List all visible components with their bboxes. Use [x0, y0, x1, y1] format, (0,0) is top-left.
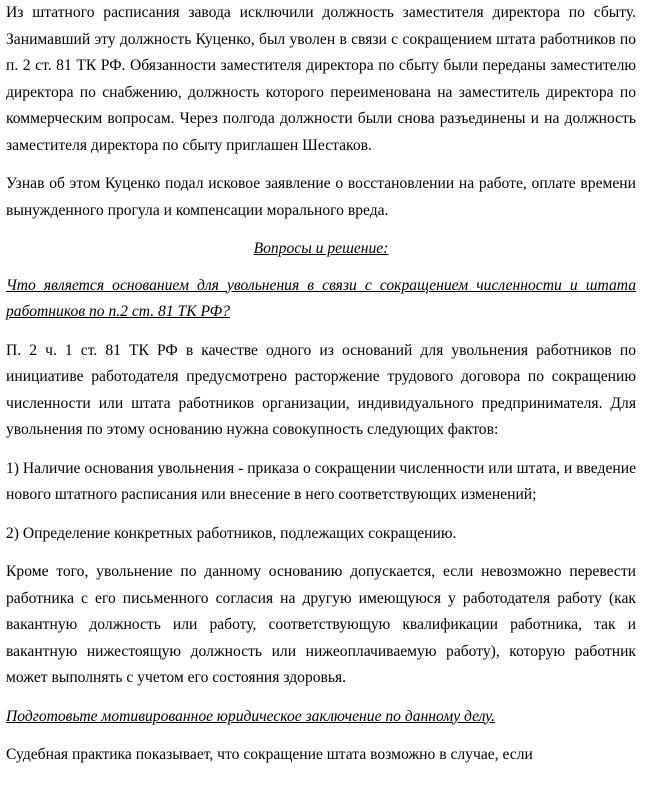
section-heading: Вопросы и решение:: [253, 240, 389, 257]
practice-paragraph: Судебная практика показывает, что сокращение штата возможно в случае, если: [6, 746, 533, 763]
list-item-2: 2) Определение конкретных работников, подлежащих сокращению.: [6, 524, 457, 542]
answer-paragraph: П. 2 ч. 1 ст. 81 ТК РФ в качестве одного из оснований для увольнения работников по инициативе работодателя предусмотрено расторжение трудового договора по сокращению численности или штата работников организации, индивидуального предпринимателя. Для увольнения по этому основанию нужна совокупность следующих фактов:: [6, 341, 636, 438]
document-page: [6, 0, 636, 781]
conditions-paragraph: Кроме того, увольнение по данному основанию допускается, если невозможно перевести работника с его письменного согласия на другую имеющуюся у работодателя работу (как вакантную должность или работу, соответствующую квалификации работника, так и вакантную нижестоящую должность или нижеоплачиваемую работу), которую работник может выполнять с учетом его состояния здоровья.: [6, 563, 636, 686]
question-text: Что является основанием для увольнения в связи с сокращением численности и штата работников по п.2 ст. 81 ТК РФ?: [6, 276, 636, 320]
list-item-1: 1) Наличие основания увольнения - приказа о сокращении численности или штата, и введение нового штатного расписания или внесение в него соответствующих изменений;: [6, 459, 636, 503]
case-paragraph-1: Из штатного расписания завода исключили должность заместителя директора по сбыту. Занимавший эту должность Куценко, был уволен в связи с сокращением штата работников по п. 2 ст. 81 ТК РФ. Обязанности заместителя директора по сбыту были переданы заместителю директора по снабжению, должность которого переименована на заместитель директора по коммерческим вопросам. Через полгода должности были снова разъединены и на должность заместителя директора по сбыту приглашен Шестаков.: [6, 4, 636, 154]
case-paragraph-2: Узнав об этом Куценко подал исковое заявление о восстановлении на работе, оплате времени вынужденного прогула и компенсации морального вреда.: [6, 175, 636, 219]
task-text: Подготовьте мотивированное юридическое заключение по данному делу.: [6, 707, 496, 725]
